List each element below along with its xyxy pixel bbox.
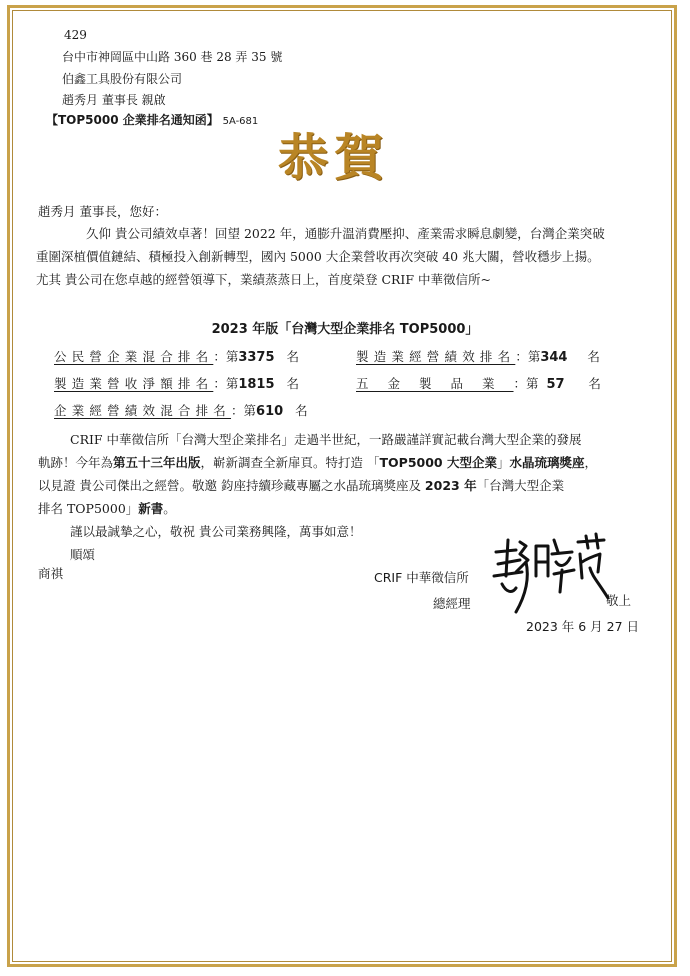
intro-line-2: 重圍深植價值鏈結、積極投入創新轉型，國內 5000 大企業營收再次突破 40 兆大關，營收穩步上揚。 — [36, 249, 600, 264]
notice-title — [46, 111, 258, 128]
ranking-item-mfg-revenue — [54, 373, 299, 392]
ranking-suffix: 名 — [286, 349, 299, 364]
closing-wish: 謹以最誠摯之心，敬祝 貴公司業務興隆，萬事如意！ — [70, 524, 362, 539]
signature-closing: 敬上 — [606, 593, 632, 608]
closing-shun-song: 順頌 — [70, 547, 96, 562]
body-line-1: CRIF 中華徵信所「台灣大型企業排名」走過半世紀，一路嚴謹詳實記載台灣大型企業的發展 — [70, 432, 582, 447]
ranking-prefix: ：第 — [213, 376, 239, 391]
ranking-label: 製造業營收淨額排名 — [54, 376, 214, 391]
body-text: ，嶄新調查全新扉頁。特打造 「 — [200, 455, 380, 470]
ranking-value: 344 — [540, 350, 568, 365]
signature-title: 總經理 — [433, 596, 471, 611]
street-address: 台中市神岡區中山路 360 巷 28 弄 35 號 — [62, 50, 283, 64]
ranking-item-performance-mixed — [54, 400, 308, 419]
intro-line-3: 尤其 貴公司在您卓越的經營領導下，業績蒸蒸日上，首度榮登 CRIF 中華徵信所~ — [36, 272, 491, 287]
signature-ink — [486, 532, 612, 616]
closing-shang-qi: 商祺 — [38, 566, 64, 581]
body-text: 「台灣大型企業 — [476, 478, 565, 493]
body-text: 。 — [163, 501, 176, 516]
body-text: 以見證 貴公司傑出之經營。敬邀 鈞座持續珍藏專屬之水晶琉璃獎座及 — [38, 478, 425, 493]
ranking-label: 公民營企業混合排名 — [54, 349, 214, 364]
postal-code: 429 — [64, 28, 87, 42]
ranking-prefix: ：第 — [515, 349, 541, 364]
ranking-prefix: ：第 — [231, 403, 257, 418]
notice-code: 5A-681 — [222, 116, 259, 127]
ranking-item-hardware — [356, 373, 601, 392]
body-line-2 — [38, 451, 597, 474]
body-emphasis: TOP5000 大型企業 — [379, 455, 497, 470]
body-text: ， — [584, 455, 598, 470]
ranking-item-mfg-performance — [356, 346, 600, 365]
ranking-label: 五金製品業 — [356, 376, 514, 391]
body-text: 軌跡！今年為 — [38, 455, 114, 470]
handwritten-signature — [486, 532, 612, 616]
body-line-4 — [38, 497, 176, 520]
ranking-value: 1815 — [238, 377, 275, 392]
ranking-value: 3375 — [238, 350, 275, 365]
ranking-prefix: ：第 — [513, 376, 539, 391]
ranking-value: 610 — [256, 404, 284, 419]
signature-org: CRIF 中華徵信所 — [374, 570, 469, 585]
company-name: 伯鑫工具股份有限公司 — [62, 72, 183, 86]
body-text: 」 — [496, 455, 510, 470]
ranking-label: 企業經營績效混合排名 — [54, 403, 232, 418]
notice-title-text: 【TOP5000 企業排名通知函】 — [46, 113, 219, 127]
signature-date: 2023 年 6 月 27 日 — [526, 619, 640, 634]
intro-line-1: 久仰 貴公司績效卓著！回望 2022 年，通膨升溫消費壓抑、產業需求瞬息劇變，台灣企業突破 — [86, 226, 605, 241]
body-emphasis: 水晶琉璃獎座 — [509, 455, 585, 470]
ranking-suffix: 名 — [588, 376, 601, 391]
ranking-item-mixed — [54, 346, 299, 365]
ranking-value: 57 — [546, 377, 565, 392]
body-text: 排名 TOP5000」 — [38, 501, 139, 516]
recipient-name: 趙秀月 董事長 親啟 — [62, 93, 166, 107]
body-emphasis: 新書 — [138, 501, 164, 516]
body-line-3 — [38, 474, 564, 497]
headline-congratulations: 恭賀 — [278, 128, 390, 187]
ranking-prefix: ：第 — [213, 349, 239, 364]
ranking-label: 製造業經營績效排名 — [356, 349, 516, 364]
ranking-suffix: 名 — [286, 376, 299, 391]
body-emphasis: 2023 年 — [424, 478, 477, 493]
ranking-suffix: 名 — [295, 403, 308, 418]
ranking-suffix: 名 — [587, 349, 600, 364]
ranking-title: 2023 年版「台灣大型企業排名 TOP5000」 — [211, 322, 479, 337]
body-emphasis: 第五十三年出版 — [113, 455, 201, 470]
salutation: 趙秀月 董事長，您好： — [38, 204, 167, 219]
